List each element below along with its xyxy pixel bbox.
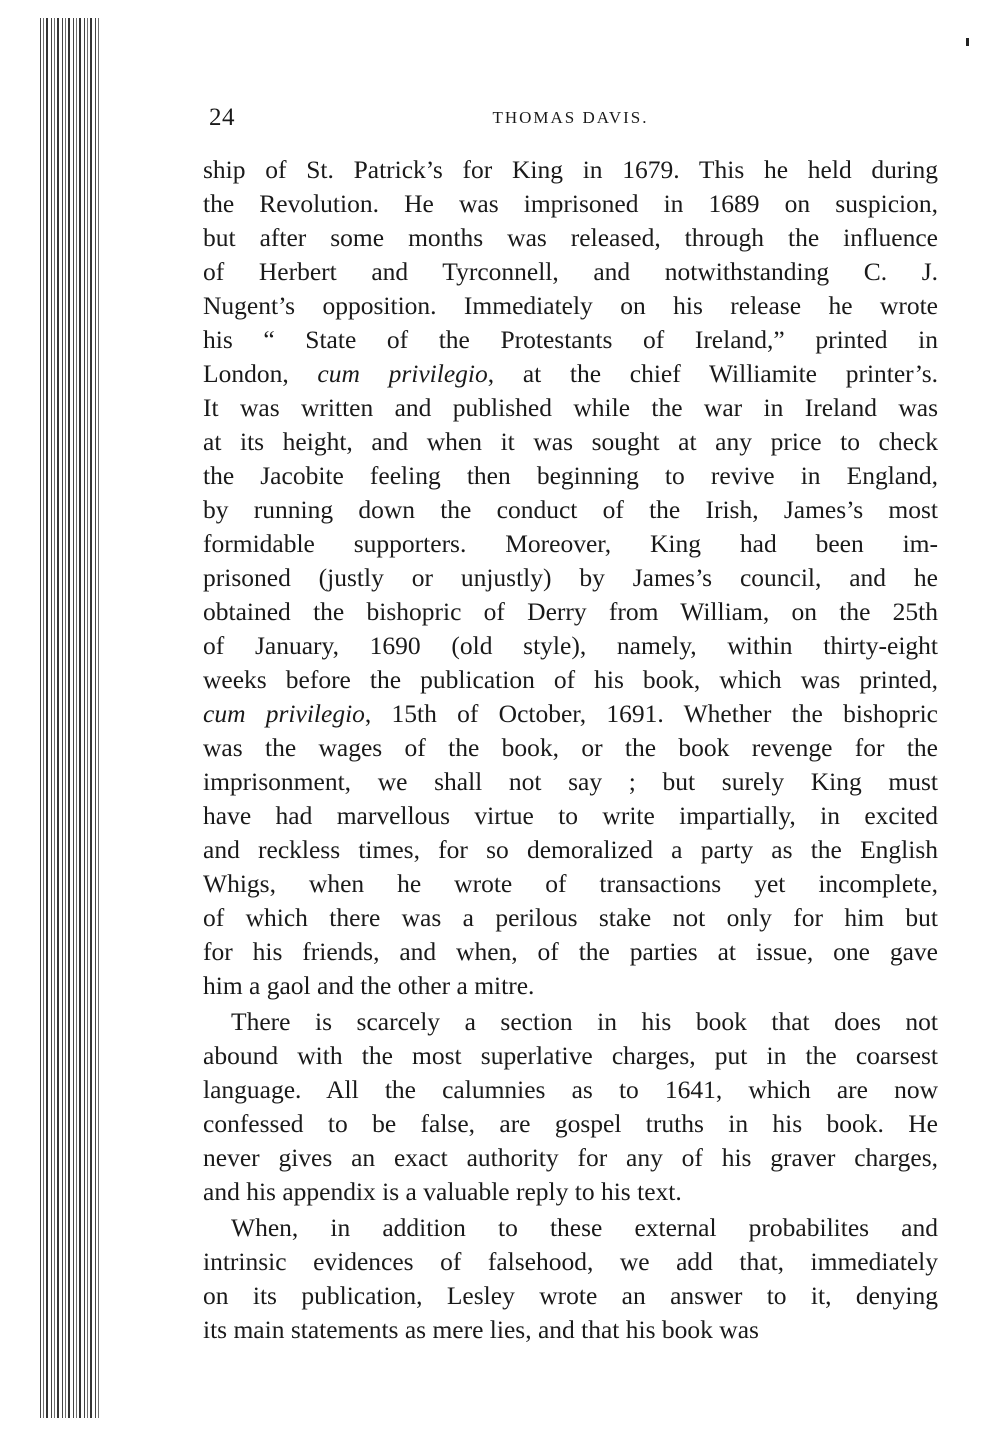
text-line: but after some months was released, through the influence bbox=[203, 223, 938, 252]
text-line: imprisonment, we shall not say ; but surely King must bbox=[203, 767, 938, 796]
body-text bbox=[203, 153, 938, 1347]
page-header bbox=[203, 104, 938, 132]
text-line: him a gaol and the other a mitre. bbox=[203, 971, 535, 1000]
text-line: was the wages of the book, or the book revenge for the bbox=[203, 733, 938, 762]
text-line: by running down the conduct of the Irish, James’s most bbox=[203, 495, 938, 524]
text-line: confessed to be false, are gospel truths in his book. He bbox=[203, 1109, 938, 1138]
running-head: THOMAS DAVIS. bbox=[492, 108, 649, 127]
text-line: at its height, and when it was sought at any price to check bbox=[203, 427, 938, 456]
text-line: the Jacobite feeling then beginning to revive in England, bbox=[203, 461, 938, 490]
paragraph bbox=[203, 1211, 938, 1347]
text-line: Whigs, when he wrote of transactions yet incomplete, bbox=[203, 869, 938, 898]
paragraph bbox=[203, 153, 938, 1003]
text-line: his “ State of the Protestants of Ireland,” printed in bbox=[203, 325, 938, 354]
text-line: Nugent’s opposition. Immediately on his release he wrote bbox=[203, 291, 938, 320]
text-line: its main statements as mere lies, and that his book was bbox=[203, 1315, 759, 1344]
scan-speck bbox=[966, 38, 969, 46]
text-line: of which there was a perilous stake not only for him but bbox=[203, 903, 938, 932]
paragraph bbox=[203, 1005, 938, 1209]
page-number: 24 bbox=[209, 104, 235, 131]
text-line: When, in addition to these external probabilites and bbox=[231, 1213, 938, 1242]
text-line: obtained the bishopric of Derry from William, on the 25th bbox=[203, 597, 938, 626]
text-line: weeks before the publication of his book, which was printed, bbox=[203, 665, 938, 694]
scanned-binding-edge bbox=[40, 18, 100, 1418]
text-line: intrinsic evidences of falsehood, we add that, immediately bbox=[203, 1247, 938, 1276]
text-line: on its publication, Lesley wrote an answer to it, denying bbox=[203, 1281, 938, 1310]
text-line: and his appendix is a valuable reply to his text. bbox=[203, 1177, 682, 1206]
text-line: of January, 1690 (old style), namely, within thirty-eight bbox=[203, 631, 938, 660]
text-line: have had marvellous virtue to write impartially, in excited bbox=[203, 801, 938, 830]
text-line: London, cum privilegio, at the chief Williamite printer’s. bbox=[203, 359, 939, 388]
text-line: It was written and published while the war in Ireland was bbox=[203, 393, 938, 422]
text-line: prisoned (justly or unjustly) by James’s council, and he bbox=[203, 563, 938, 592]
text-line: ship of St. Patrick’s for King in 1679. This he held during bbox=[203, 155, 938, 184]
text-line: cum privilegio, 15th of October, 1691. Whether the bishopric bbox=[203, 699, 938, 728]
text-line: formidable supporters. Moreover, King had been im- bbox=[203, 529, 938, 558]
text-line: never gives an exact authority for any of his graver charges, bbox=[203, 1143, 938, 1172]
text-line: for his friends, and when, of the parties at issue, one gave bbox=[203, 937, 938, 966]
text-line: abound with the most superlative charges, put in the coarsest bbox=[203, 1041, 938, 1070]
text-line: and reckless times, for so demoralized a party as the English bbox=[203, 835, 938, 864]
text-line: the Revolution. He was imprisoned in 1689 on suspicion, bbox=[203, 189, 938, 218]
text-line: of Herbert and Tyrconnell, and notwithstanding C. J. bbox=[203, 257, 938, 286]
text-line: language. All the calumnies as to 1641, which are now bbox=[203, 1075, 938, 1104]
text-line: There is scarcely a section in his book that does not bbox=[231, 1007, 938, 1036]
